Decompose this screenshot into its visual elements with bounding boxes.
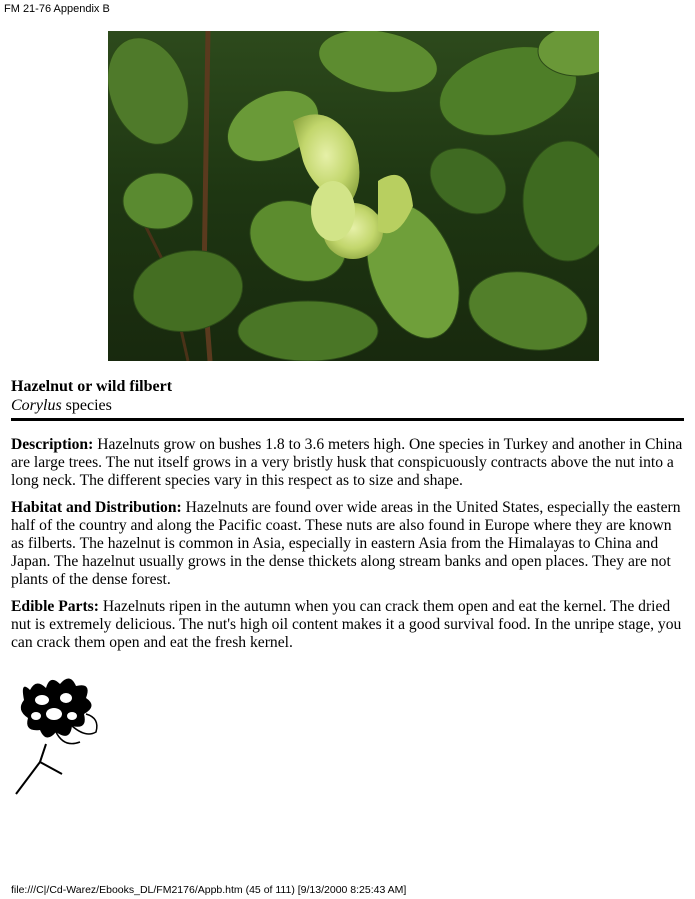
habitat-section (11, 499, 687, 588)
section-text: Hazelnuts are found over wide areas in the United States, especially the eastern half of the country and along the Pacific coast. These nuts are also found in Europe where they are known as filberts. The hazelnut is common in Asia, especially in eastern Asia from the Himalayas to China and Japan. The hazelnut usually grows in the dense thickets along stream banks and open places. They are not plants of the dense forest. (11, 499, 681, 588)
section-divider (11, 418, 684, 421)
section-label: Description: (11, 436, 94, 453)
hazelnut-photo (108, 31, 599, 361)
plant-description (11, 436, 687, 662)
edible-parts-section (11, 598, 687, 651)
plant-heading (11, 377, 172, 415)
section-label: Habitat and Distribution: (11, 499, 182, 517)
plant-genus-suffix: species (61, 397, 112, 414)
page-header: FM 21-76 Appendix B (4, 3, 110, 15)
plant-scientific-name (11, 396, 172, 415)
section-text: Hazelnuts grow on bushes 1.8 to 3.6 meters high. One species in Turkey and another in China are large trees. The nut itself grows in a very bristly husk that conspicuously contracts above the nut into a long neck. The different species vary in this respect as to size and shape. (11, 436, 683, 489)
section-text: Hazelnuts ripen in the autumn when you can crack them open and eat the kernel. The dried nut is extremely delicious. The nut's high oil content makes it a good survival food. In the unripe stage, you can crack them open and eat the fresh kernel. (11, 598, 682, 651)
plant-genus: Corylus (11, 397, 62, 414)
hazelnut-sketch (10, 670, 104, 798)
plant-common-name: Hazelnut or wild filbert (11, 378, 173, 395)
page-footer: file:///C|/Cd-Warez/Ebooks_DL/FM2176/Appb.htm (45 of 111) [9/13/2000 8:25:43 AM] (11, 884, 407, 896)
section-label: Edible Parts: (11, 598, 99, 616)
description-section (11, 436, 687, 489)
